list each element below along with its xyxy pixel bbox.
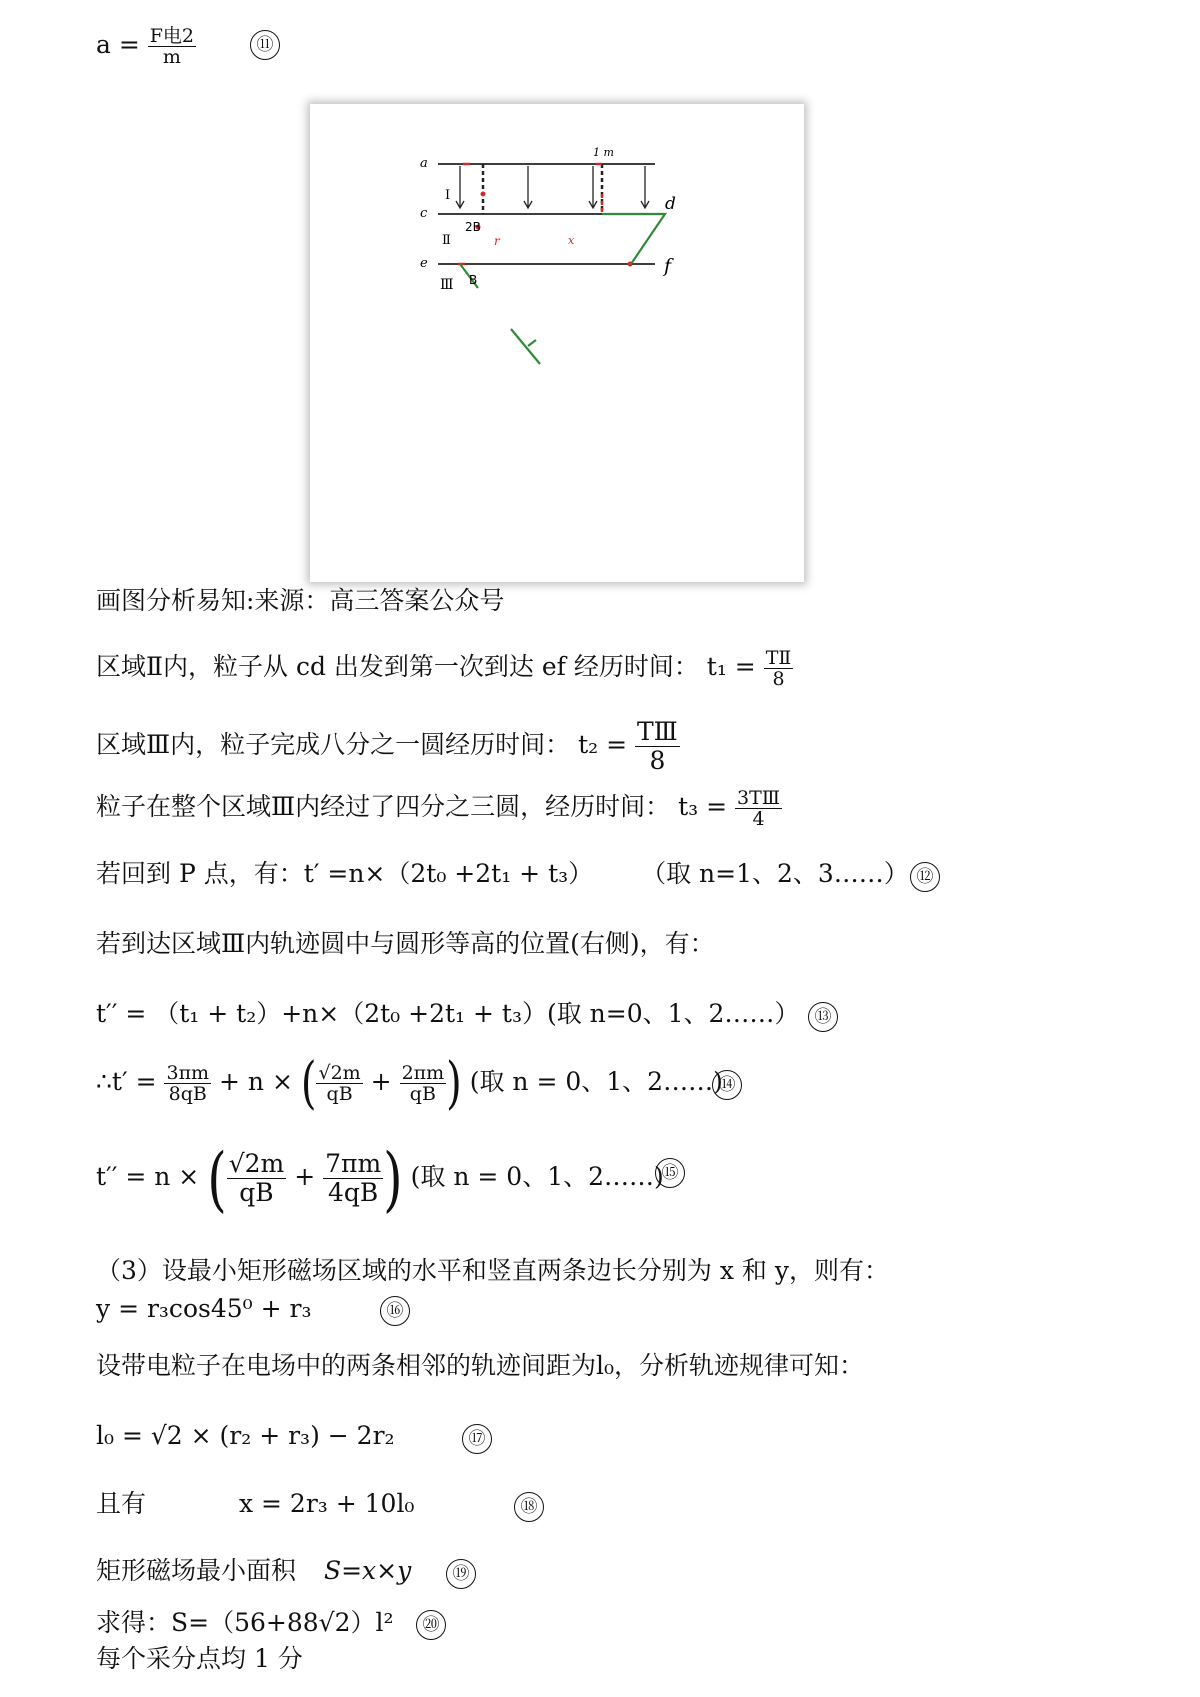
label-e: e xyxy=(420,256,428,271)
eq11-line xyxy=(96,26,196,67)
eq15-plus: + xyxy=(294,1162,316,1191)
eq11-numerator: F电2 xyxy=(149,25,195,47)
eq19-line xyxy=(96,1555,411,1587)
eq11-tag: ⑪ xyxy=(250,30,280,60)
label-2b: 2B xyxy=(465,220,481,234)
whole3-fraction xyxy=(735,788,782,829)
region2-fraction xyxy=(764,648,794,689)
eq12-tag: ⑫ xyxy=(910,862,940,892)
region2-line xyxy=(96,648,793,689)
region2-numerator: TⅡ xyxy=(765,647,792,669)
eq18-label: 且有 xyxy=(96,1489,147,1518)
returnP-line xyxy=(96,858,909,890)
eq14-plus: + xyxy=(370,1067,392,1096)
region3-text: 区域Ⅲ内，粒子完成八分之一圆经历时间： xyxy=(96,730,571,759)
eq15-lhs: t′′ = n × xyxy=(96,1162,200,1191)
label-b: B xyxy=(469,273,478,287)
field-arrows xyxy=(456,166,649,208)
whole3-line xyxy=(96,788,782,829)
eq11-fraction xyxy=(148,26,196,67)
eq19-label: 矩形磁场最小面积 xyxy=(96,1556,297,1585)
region3-line xyxy=(96,718,680,775)
region2-denominator: 8 xyxy=(772,668,785,690)
eq14-f3-numerator: 2πm xyxy=(401,1062,445,1084)
eq14-fraction-2 xyxy=(316,1063,362,1104)
eq20-tag: ⑳ xyxy=(416,1610,446,1640)
eq14-mid: + n × xyxy=(219,1067,293,1096)
eq15-condition: (取 n = 0、1、2……) xyxy=(410,1162,664,1191)
eq14-f3-denominator: qB xyxy=(409,1083,436,1105)
label-r: r xyxy=(494,234,500,248)
l0-text: 设带电粒子在电场中的两条相邻的轨迹间距为l₀，分析轨迹规律可知： xyxy=(96,1351,865,1380)
eq16-text: y = r₃cos45⁰ + r₃ xyxy=(96,1294,312,1323)
eq14-f1-numerator: 3πm xyxy=(166,1062,210,1084)
label-1m: 1 m xyxy=(593,146,614,159)
label-region-II: Ⅱ xyxy=(442,233,451,248)
eq16-tag: ⑯ xyxy=(380,1296,410,1326)
whole3-denominator: 4 xyxy=(752,808,765,830)
eq15-f2-numerator: 7πm xyxy=(325,1149,382,1178)
eq18-text: x = 2r₃ + 10l₀ xyxy=(238,1489,415,1518)
whole3-lhs: t₃ = xyxy=(678,792,728,821)
region3-lhs: t₂ = xyxy=(578,730,628,759)
eq11-denominator: m xyxy=(162,46,181,68)
eq17-tag: ⑰ xyxy=(462,1424,492,1454)
eq15-f1-numerator: √2m xyxy=(228,1149,285,1178)
eq19-text: S=x×y xyxy=(323,1556,412,1585)
fig-intro-text: 画图分析易知:来源：高三答案公众号 xyxy=(96,586,505,615)
score-note: 每个采分点均 1 分 xyxy=(96,1644,303,1673)
region3-fraction xyxy=(635,718,680,775)
green-trajectory-upper xyxy=(602,214,665,264)
label-c: c xyxy=(420,206,428,221)
region2-text: 区域Ⅱ内，粒子从 cd 出发到第一次到达 ef 经历时间： xyxy=(96,652,699,681)
eq15-tag: ⑮ xyxy=(655,1158,685,1188)
label-f: f xyxy=(664,255,672,277)
eq14-condition: (取 n = 0、1、2……) xyxy=(469,1067,723,1096)
reach3-text: 若到达区域Ⅲ内轨迹圆中与圆形等高的位置(右侧)，有： xyxy=(96,929,715,958)
returnP-condition: （取 n=1、2、3……） xyxy=(641,859,909,888)
whole3-text: 粒子在整个区域Ⅲ内经过了四分之三圆，经历时间： xyxy=(96,792,671,821)
eq15-fraction-1 xyxy=(227,1150,287,1207)
eq14-f2-denominator: qB xyxy=(326,1083,353,1105)
region2-lhs: t₁ = xyxy=(706,652,756,681)
eq14-line: ∴t′ = $\frac{3\pi m}{8qB}$ + n × ( $\frac{√2m}{qB}$ + $\frac{2\pi m}{qB}$ ) (取 n = 0、1、2……) xyxy=(96,1051,723,1116)
eq14-fraction-3 xyxy=(400,1063,447,1104)
eq15-fraction-2 xyxy=(323,1150,383,1207)
label-region-I: I xyxy=(445,188,451,203)
eq18-line xyxy=(96,1488,414,1520)
trajectory-diagram xyxy=(310,104,804,582)
whole3-numerator: 3TⅢ xyxy=(737,787,781,809)
trajectory-figure xyxy=(310,104,804,582)
eq13-tag: ⑬ xyxy=(808,1002,838,1032)
label-x: x xyxy=(568,234,575,247)
eq14-tag: ⑭ xyxy=(712,1070,742,1100)
eq14-f2-numerator: √2m xyxy=(318,1062,361,1084)
green-stray-tick xyxy=(528,340,536,346)
eq14-fraction-1 xyxy=(164,1063,211,1104)
green-stray-mark xyxy=(511,329,540,364)
eq15-f2-denominator: 4qB xyxy=(328,1178,379,1207)
part3-text: （3）设最小矩形磁场区域的水平和竖直两条边长分别为 x 和 y，则有： xyxy=(96,1256,889,1285)
eq18-tag: ⑱ xyxy=(514,1492,544,1522)
label-d: d xyxy=(665,194,676,214)
region3-denominator: 8 xyxy=(649,746,666,775)
red-dot-mid xyxy=(481,192,486,197)
eq15-f1-denominator: qB xyxy=(239,1178,274,1207)
eq14-f1-denominator: 8qB xyxy=(168,1083,207,1105)
eq11-lhs: a = xyxy=(96,30,148,59)
label-region-III: Ⅲ xyxy=(440,277,454,293)
eq20-text: 求得：S=（56+88√2）l² xyxy=(96,1608,394,1637)
eq14-lhs: ∴t′ = xyxy=(96,1067,157,1096)
eq19-tag: ⑲ xyxy=(446,1559,476,1589)
eq13-text: t′′ = （t₁ + t₂）+n×（2t₀ +2t₁ + t₃）(取 n=0、1、2……） xyxy=(96,999,800,1028)
returnP-text: 若回到 P 点，有：t′ =n×（2t₀ +2t₁ + t₃） xyxy=(96,859,594,888)
eq15-line: t′′ = n × ( $\frac{√2m}{qB}$ + $\frac{7\pi m}{4qB}$ ) (取 n = 0、1、2……) xyxy=(96,1137,664,1220)
label-a: a xyxy=(420,156,428,171)
eq17-text: l₀ = √2 × (r₂ + r₃) − 2r₂ xyxy=(96,1421,395,1450)
region3-numerator: TⅢ xyxy=(637,717,678,746)
